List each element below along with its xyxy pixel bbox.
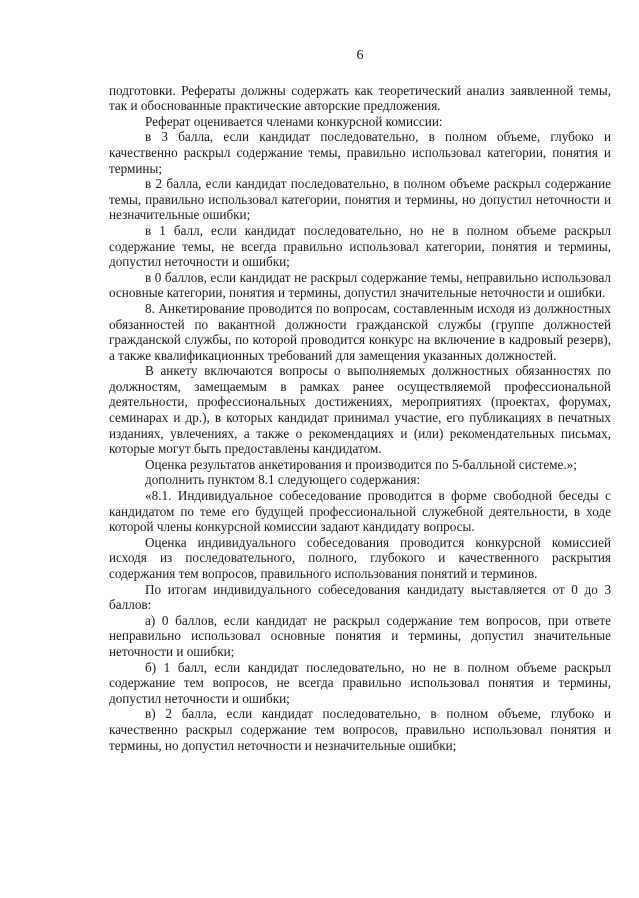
paragraph: а) 0 баллов, если кандидат не раскрыл содержание тем вопросов, при ответе неправильно использовал основные понятия и термины, допустил значительные неточности и ошибки; [109, 612, 611, 659]
paragraph: в 3 балла, если кандидат последовательно, в полном объеме, глубоко и качественно раскрыл содержание темы, правильно использовал категории, понятия и термины; [109, 129, 611, 176]
paragraph: Оценка индивидуального собеседования проводится конкурсной комиссией исходя из последовательного, полного, глубокого и качественного раскрытия содержания тем вопросов, правильного использования понятий и терминов. [109, 534, 611, 581]
paragraph: в 0 баллов, если кандидат не раскрыл содержание темы, неправильно использовал основные категории, понятия и термины, допустил значительные неточности и ошибки. [109, 269, 611, 301]
paragraph: в 2 балла, если кандидат последовательно, в полном объеме раскрыл содержание темы, правильно использовал категории, понятия и термины, но допустил неточности и незначительные ошибки; [109, 176, 611, 223]
paragraph: в 1 балл, если кандидат последовательно, но не в полном объеме раскрыл содержание темы, не всегда правильно использовал категории, понятия и термины, допустил неточности и ошибки; [109, 222, 611, 270]
paragraph: подготовки. Рефераты должны содержать как теоретический анализ заявленной темы, так и обоснованные практические авторские предложения. [109, 82, 611, 114]
paragraph: Реферат оценивается членами конкурсной комиссии: [145, 113, 443, 129]
document-body [109, 83, 611, 754]
paragraph: «8.1. Индивидуальное собеседование проводится в форме свободной беседы с кандидатом по теме его будущей профессиональной служебной деятельности, в ходе которой члены конкурсной комиссии задают кандидату вопросы. [109, 488, 611, 535]
paragraph: Оценка результатов анкетирования и производится по 5-балльной системе.»; [145, 456, 577, 472]
paragraph: в) 2 балла, если кандидат последовательно, в полном объеме, глубоко и качественно раскрыл содержание тем вопросов, правильно использовал понятия и термины, но допустил неточности и незначительные ошибки; [109, 706, 611, 753]
paragraph: По итогам индивидуального собеседования кандидату выставляется от 0 до 3 баллов: [109, 581, 611, 613]
paragraph: 8. Анкетирование проводится по вопросам, составленным исходя из должностных обязанностей по вакантной должности гражданской службы (группе должностей гражданской службы, по которой проводится конкурс на включение в кадровый резерв), а также квалификационных требований для замещения указанных должностей. [109, 300, 611, 363]
page-number: 6 [356, 48, 364, 63]
document-page [109, 48, 611, 753]
paragraph: дополнить пунктом 8.1 следующего содержания: [145, 472, 421, 488]
paragraph: б) 1 балл, если кандидат последовательно, но не в полном объеме раскрыл содержание тем вопросов, не всегда правильно использовал понятия и термины, допустил неточности и ошибки; [109, 659, 611, 706]
paragraph: В анкету включаются вопросы о выполняемых должностных обязанностях по должностям, замещаемым в рамках ранее осуществляемой профессиональной деятельности, профессиональных достижениях, мероприятиях (проектах, форумах, семинарах и др.), в которых кандидат принимал участие, его публикациях в печатных изданиях, увлечениях, а также о рекомендациях и (или) рекомендательных письмах, которые могут быть предоставлены кандидатом. [109, 363, 611, 457]
